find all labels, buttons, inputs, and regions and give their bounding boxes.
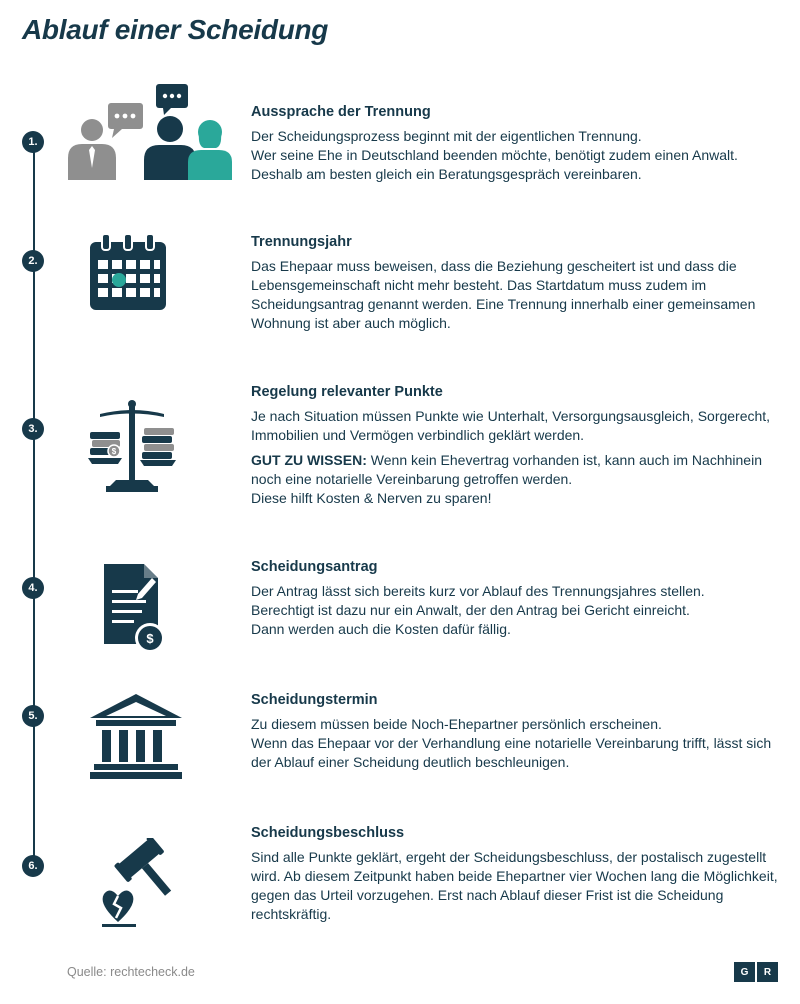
note-text: Wenn kein Ehevertrag vorhanden ist, kann auch im Nachhinein noch eine notarielle Vereinbarung getroffen werden. Diese hilft Kosten & Nerven zu sparen! [251,452,762,506]
step-heading: Scheidungsbeschluss [251,825,405,841]
gavel-broken-heart-icon [98,838,184,933]
source-credit: Quelle: rechtecheck.de [67,965,195,979]
brand-logo [734,962,778,982]
step-body: Das Ehepaar muss beweisen, dass die Beziehung gescheitert ist und dass die Lebensgemeinschaft nicht mehr besteht. Das Startdatum muss zudem im Scheidungsantrag genannt werden. Eine Trennung innerhalb einer gemeinsamen Wohnung ist aber auch möglich. [251,258,756,331]
svg-text:$: $ [111,447,117,456]
step-heading: Aussprache der Trennung [251,104,431,120]
document-fee-icon [100,560,172,661]
step-body: Sind alle Punkte geklärt, ergeht der Scheidungsbeschluss, der postalisch zugestellt wird. Ab diesem Zeitpunkt haben beide Ehepartner vier Wochen lang die Möglichkeit, gegen das Urteil vorzugehen. Erst nach Ablauf dieser Frist ist die Scheidung rechtskräftig. [251,849,778,922]
calendar-icon [88,234,168,317]
courthouse-icon [88,692,184,787]
step-number-6: 6. [22,855,44,877]
step-body: Zu diesem müssen beide Noch-Ehepartner persönlich erscheinen. Wenn das Ehepaar vor der Verhandlung eine notarielle Vereinbarung trifft, lässt sich der Ablauf einer Scheidung deutlich beschleunigen. [251,716,772,770]
logo-letter-left: G [734,962,755,982]
note-label: GUT ZU WISSEN: [251,452,367,468]
step-6 [251,825,791,924]
people-talking-icon [64,84,234,187]
step-2 [251,234,791,333]
logo-letter-right: R [757,962,778,982]
step-body: Der Scheidungsprozess beginnt mit der eigentlichen Trennung. Wer seine Ehe in Deutschland beenden möchte, benötigt zudem einen Anwalt. Deshalb am besten gleich ein Beratungsgespräch vereinbaren. [251,128,738,182]
step-number-3: 3. [22,418,44,440]
step-heading: Trennungsjahr [251,234,352,250]
step-number-4: 4. [22,577,44,599]
step-number-2: 2. [22,250,44,272]
step-number-5: 5. [22,705,44,727]
step-heading: Scheidungstermin [251,692,378,708]
step-5 [251,692,791,772]
step-body: Je nach Situation müssen Punkte wie Unterhalt, Versorgungsausgleich, Sorgerecht, Immobilien und Vermögen verbindlich geklärt werden. [251,408,771,443]
step-1 [251,104,791,184]
step-heading: Scheidungsantrag [251,559,378,575]
step-3 [251,384,791,508]
step-heading: Regelung relevanter Punkte [251,384,443,400]
step-body: Der Antrag lässt sich bereits kurz vor Ablauf des Trennungsjahres stellen. Berechtigt ist dazu nur ein Anwalt, der den Antrag bei Gericht einreicht. Dann werden auch die Kosten dafür fällig. [251,583,705,637]
svg-text:$: $ [146,631,154,646]
page-title: Ablauf einer Scheidung [22,14,329,45]
balance-scale-icon [86,398,178,499]
step-note [251,451,791,508]
timeline-line [33,132,35,876]
step-number-1: 1. [22,131,44,153]
step-4 [251,559,791,639]
